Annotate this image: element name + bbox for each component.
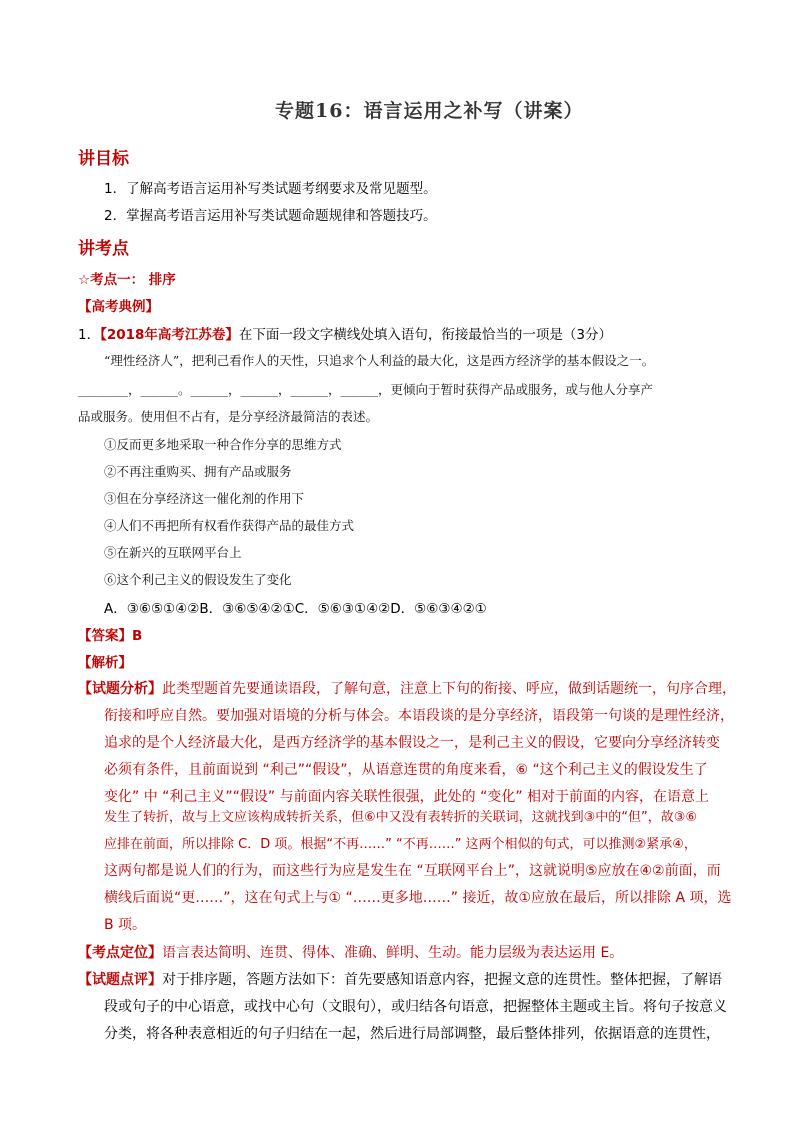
review-text: 对于排序题，答题方法如下：首先要感知语意内容，把握文意的连贯性。整体把握，了解语 — [162, 972, 722, 988]
analysis-line: 追求的是个人经济最大化，是西方经济学的基本假设之一，是利己主义的假设，它要向分享经济转变 — [104, 735, 720, 751]
analysis-line: 发生了转折，故与上文应该构成转折关系，但⑥中又没有表转折的关联词，这就找到③中的“但”，故③⑥ — [104, 810, 698, 825]
analysis-line: 这两句都是说人们的行为，而这些行为应是发生在 “互联网平台上”，这就说明⑤应放在④②前面，而 — [104, 863, 721, 879]
analysis-line: 衔接和呼应自然。要加强对语境的分析与体会。本语段谈的是分享经济，语段第一句谈的是理性经济， — [104, 708, 734, 724]
question-number: 1． — [78, 327, 101, 343]
question-source: 【2018年高考江苏卷】 — [100, 327, 239, 343]
analysis-sub-label: 【试题分析】 — [78, 681, 162, 697]
question-line — [78, 323, 612, 343]
option-item: ③但在分享经济这一催化剂的作用下 — [104, 491, 305, 506]
position-text: 语言表达简明、连贯、得体、准确、鲜明、生动。能力层级为表达运用 E。 — [162, 945, 624, 961]
analysis-line: 变化” 中 “利己主义”“假设” 与前面内容关联性很强，此处的 “变化” 相对于前面的内容，在语意上 — [104, 789, 710, 805]
analysis-line: 横线后面说“更……”，这在句式上与① “……更多地……” 接近，故①应放在最后，所以排除 A 项，选 — [104, 890, 732, 906]
goals-heading: 讲目标 — [78, 149, 129, 169]
option-item: ②不再注重购买、拥有产品或服务 — [104, 464, 292, 479]
point-1-heading: ☆考点一： 排序 — [78, 272, 176, 288]
answer-line — [78, 624, 142, 644]
goal-item: 2．掌握高考语言运用补写类试题命题规律和答题技巧。 — [104, 208, 437, 224]
option-item: ①反而更多地采取一种合作分享的思维方式 — [104, 437, 342, 452]
analysis-line: B 项。 — [104, 917, 147, 933]
passage-line: 品或服务。使用但不占有，是分享经济最简洁的表述。 — [78, 409, 379, 424]
review-line — [78, 969, 722, 989]
option-item: ④人们不再把所有权看作获得产品的最佳方式 — [104, 518, 355, 533]
points-heading: 讲考点 — [78, 239, 129, 259]
option-item: ⑤在新兴的互联网平台上 — [104, 545, 242, 560]
passage-line: ________，______。______，______，______，______，更倾向于暂时获得产品或服务，或与他人分享产 — [78, 382, 654, 397]
position-line — [78, 942, 623, 962]
analysis-line: 应排在前面，所以排除 C．D 项。根据“不再……” “不再……” 这两个相似的句式，可以推测②紧承④， — [104, 837, 697, 852]
analysis-line — [78, 678, 736, 698]
typical-example-label: 【高考典例】 — [78, 299, 159, 315]
answer-choices: A．③⑥⑤①④②B．③⑥⑤④②①C．⑤⑥③①④②D．⑤⑥③④②① — [104, 601, 487, 617]
question-stem: 在下面一段文字横线处填入语句，衔接最恰当的一项是（3分） — [238, 327, 613, 343]
analysis-label: 【解析】 — [78, 655, 132, 671]
answer-label: 【答案】 — [78, 628, 132, 644]
review-label: 【试题点评】 — [78, 972, 162, 988]
review-line: 段或句子的中心语意，或找中心句（文眼句），或归结各句语意，把握整体主题或主旨。将句子按意义 — [104, 999, 727, 1015]
passage-line: “理性经济人”，把利己看作人的天性，只追求个人利益的最大化，这是西方经济学的基本假设之一。 — [104, 353, 655, 368]
page-title: 专题16：语言运用之补写（讲案） — [275, 100, 584, 122]
position-label: 【考点定位】 — [78, 945, 162, 961]
goal-item: 1．了解高考语言运用补写类试题考纲要求及常见题型。 — [104, 181, 437, 197]
option-item: ⑥这个利己主义的假设发生了变化 — [104, 572, 292, 587]
review-line: 分类，将各种表意相近的句子归结在一起，然后进行局部调整，最后整体排列，依据语意的连贯性， — [104, 1026, 720, 1042]
analysis-text: 此类型题首先要通读语段，了解句意，注意上下句的衔接、呼应，做到话题统一，句序合理， — [162, 681, 736, 697]
analysis-line: 必须有条件，且前面说到 “利己”“假设”，从语意连贯的角度来看，⑥ “这个利己主义的假设发生了 — [104, 762, 708, 778]
answer-value: B — [132, 628, 143, 644]
